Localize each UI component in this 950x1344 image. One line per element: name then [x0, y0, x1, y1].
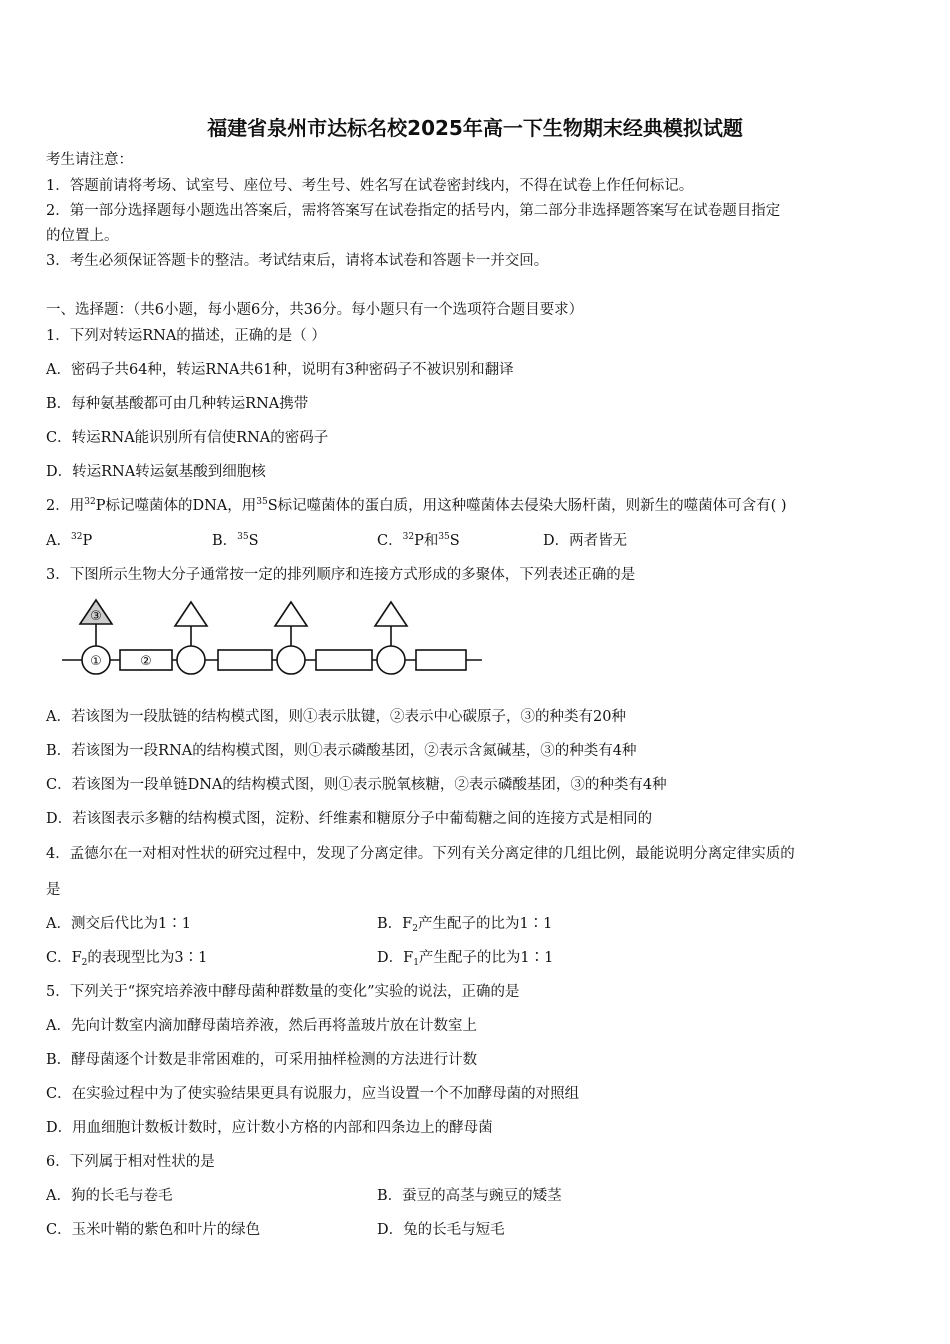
question-3-stem: 3．下图所示生物大分子通常按一定的排列顺序和连接方式形成的多聚体，下列表述正确的是	[46, 567, 636, 583]
question-5-stem: 5．下列关于“探究培养液中酵母菌种群数量的变化”实验的说法，正确的是	[46, 984, 520, 1000]
question-4-stem-cont: 是	[46, 882, 61, 898]
q4-option-b: B．$F_2$产生配子的比为1∶1	[377, 916, 553, 934]
triangle-base-unit	[275, 602, 307, 626]
label-1: ①	[90, 654, 102, 669]
q1-option-a: A．密码子共64种，转运RNA共61种，说明有3种密码子不被识别和翻译	[46, 362, 514, 378]
q5-option-c: C．在实验过程中为了使实验结果更具有说服力，应当设置一个不加酵母菌的对照组	[46, 1086, 580, 1102]
q4-option-d: D．$F_1$产生配子的比为1∶1	[377, 950, 554, 968]
q5-option-d: D．用血细胞计数板计数时，应计数小方格的内部和四条边上的酵母菌	[46, 1120, 493, 1136]
question-2-stem: 2．用$^{32}$P标记噬菌体的DNA，用$^{35}$S标记噬菌体的蛋白质，用这种噬菌体去侵染大肠杆菌，则新生的噬菌体可含有( )	[46, 497, 787, 514]
q5-option-a: A．先向计数室内滴加酵母菌培养液，然后再将盖玻片放在计数室上	[46, 1018, 477, 1034]
rect-unit	[218, 650, 272, 670]
q3-option-c: C．若该图为一段单链DNA的结构模式图，则①表示脱氧核糖，②表示磷酸基团，③的种类有4种	[46, 777, 667, 793]
question-1-stem: 1．下列对转运RNA的描述，正确的是（ ）	[46, 328, 326, 344]
q6-option-b: B．蚕豆的高茎与豌豆的矮茎	[377, 1188, 562, 1204]
q6-option-a: A．狗的长毛与卷毛	[46, 1188, 173, 1204]
circle-unit	[377, 646, 405, 674]
q3-option-b: B．若该图为一段RNA的结构模式图，则①表示磷酸基团，②表示含氮碱基，③的种类有4种	[46, 743, 637, 759]
q1-option-b: B．每种氨基酸都可由几种转运RNA携带	[46, 396, 309, 412]
label-3: ③	[90, 609, 102, 624]
q2-option-b: B．$^{35}$S	[212, 532, 259, 549]
q2-option-a: A．$^{32}$P	[46, 532, 93, 549]
rect-unit	[416, 650, 466, 670]
question-6-stem: 6．下列属于相对性状的是	[46, 1154, 215, 1170]
q1-option-d: D．转运RNA转运氨基酸到细胞核	[46, 464, 266, 480]
question-4-stem: 4．孟德尔在一对相对性状的研究过程中，发现了分离定律。下列有关分离定律的几组比例，最能说明分离定律实质的	[46, 846, 795, 862]
q4-option-a: A．测交后代比为1∶1	[46, 916, 191, 932]
q6-option-d: D．兔的长毛与短毛	[377, 1222, 505, 1238]
circle-unit	[177, 646, 205, 674]
circle-unit	[277, 646, 305, 674]
page-title: 福建省泉州市达标名校2025年高一下生物期末经典模拟试题	[207, 116, 743, 140]
notice-item: 3．考生必须保证答题卡的整洁。考试结束后，请将本试卷和答题卡一并交回。	[46, 253, 549, 269]
notice-item: 1．答题前请将考场、试室号、座位号、考生号、姓名写在试卷密封线内，不得在试卷上作任何标记。	[46, 178, 694, 194]
label-2: ②	[140, 654, 152, 669]
notice-heading: 考生请注意：	[46, 152, 133, 168]
q1-option-c: C．转运RNA能识别所有信使RNA的密码子	[46, 430, 329, 446]
q3-option-a: A．若该图为一段肽链的结构模式图，则①表示肽键，②表示中心碳原子，③的种类有20种	[46, 709, 626, 725]
q2-option-d: D．两者皆无	[543, 533, 628, 549]
notice-item: 2．第一部分选择题每小题选出答案后，需将答案写在试卷指定的括号内，第二部分非选择题答案写在试卷题目指定	[46, 203, 781, 219]
q2-option-c: C．$^{32}$P和$^{35}$S	[377, 532, 460, 549]
triangle-base-unit	[175, 602, 207, 626]
q6-option-c: C．玉米叶鞘的紫色和叶片的绿色	[46, 1222, 261, 1238]
section-heading: 一、选择题：（共6小题，每小题6分，共36分。每小题只有一个选项符合题目要求）	[46, 302, 584, 318]
notice-item: 的位置上。	[46, 228, 119, 244]
polymer-structure-diagram	[58, 598, 488, 682]
q4-option-c: C．$F_2$的表现型比为3∶1	[46, 950, 208, 968]
rect-unit	[316, 650, 372, 670]
q5-option-b: B．酵母菌逐个计数是非常困难的，可采用抽样检测的方法进行计数	[46, 1052, 478, 1068]
q3-option-d: D．若该图表示多糖的结构模式图，淀粉、纤维素和糖原分子中葡萄糖之间的连接方式是相同的	[46, 811, 653, 827]
triangle-base-unit	[375, 602, 407, 626]
